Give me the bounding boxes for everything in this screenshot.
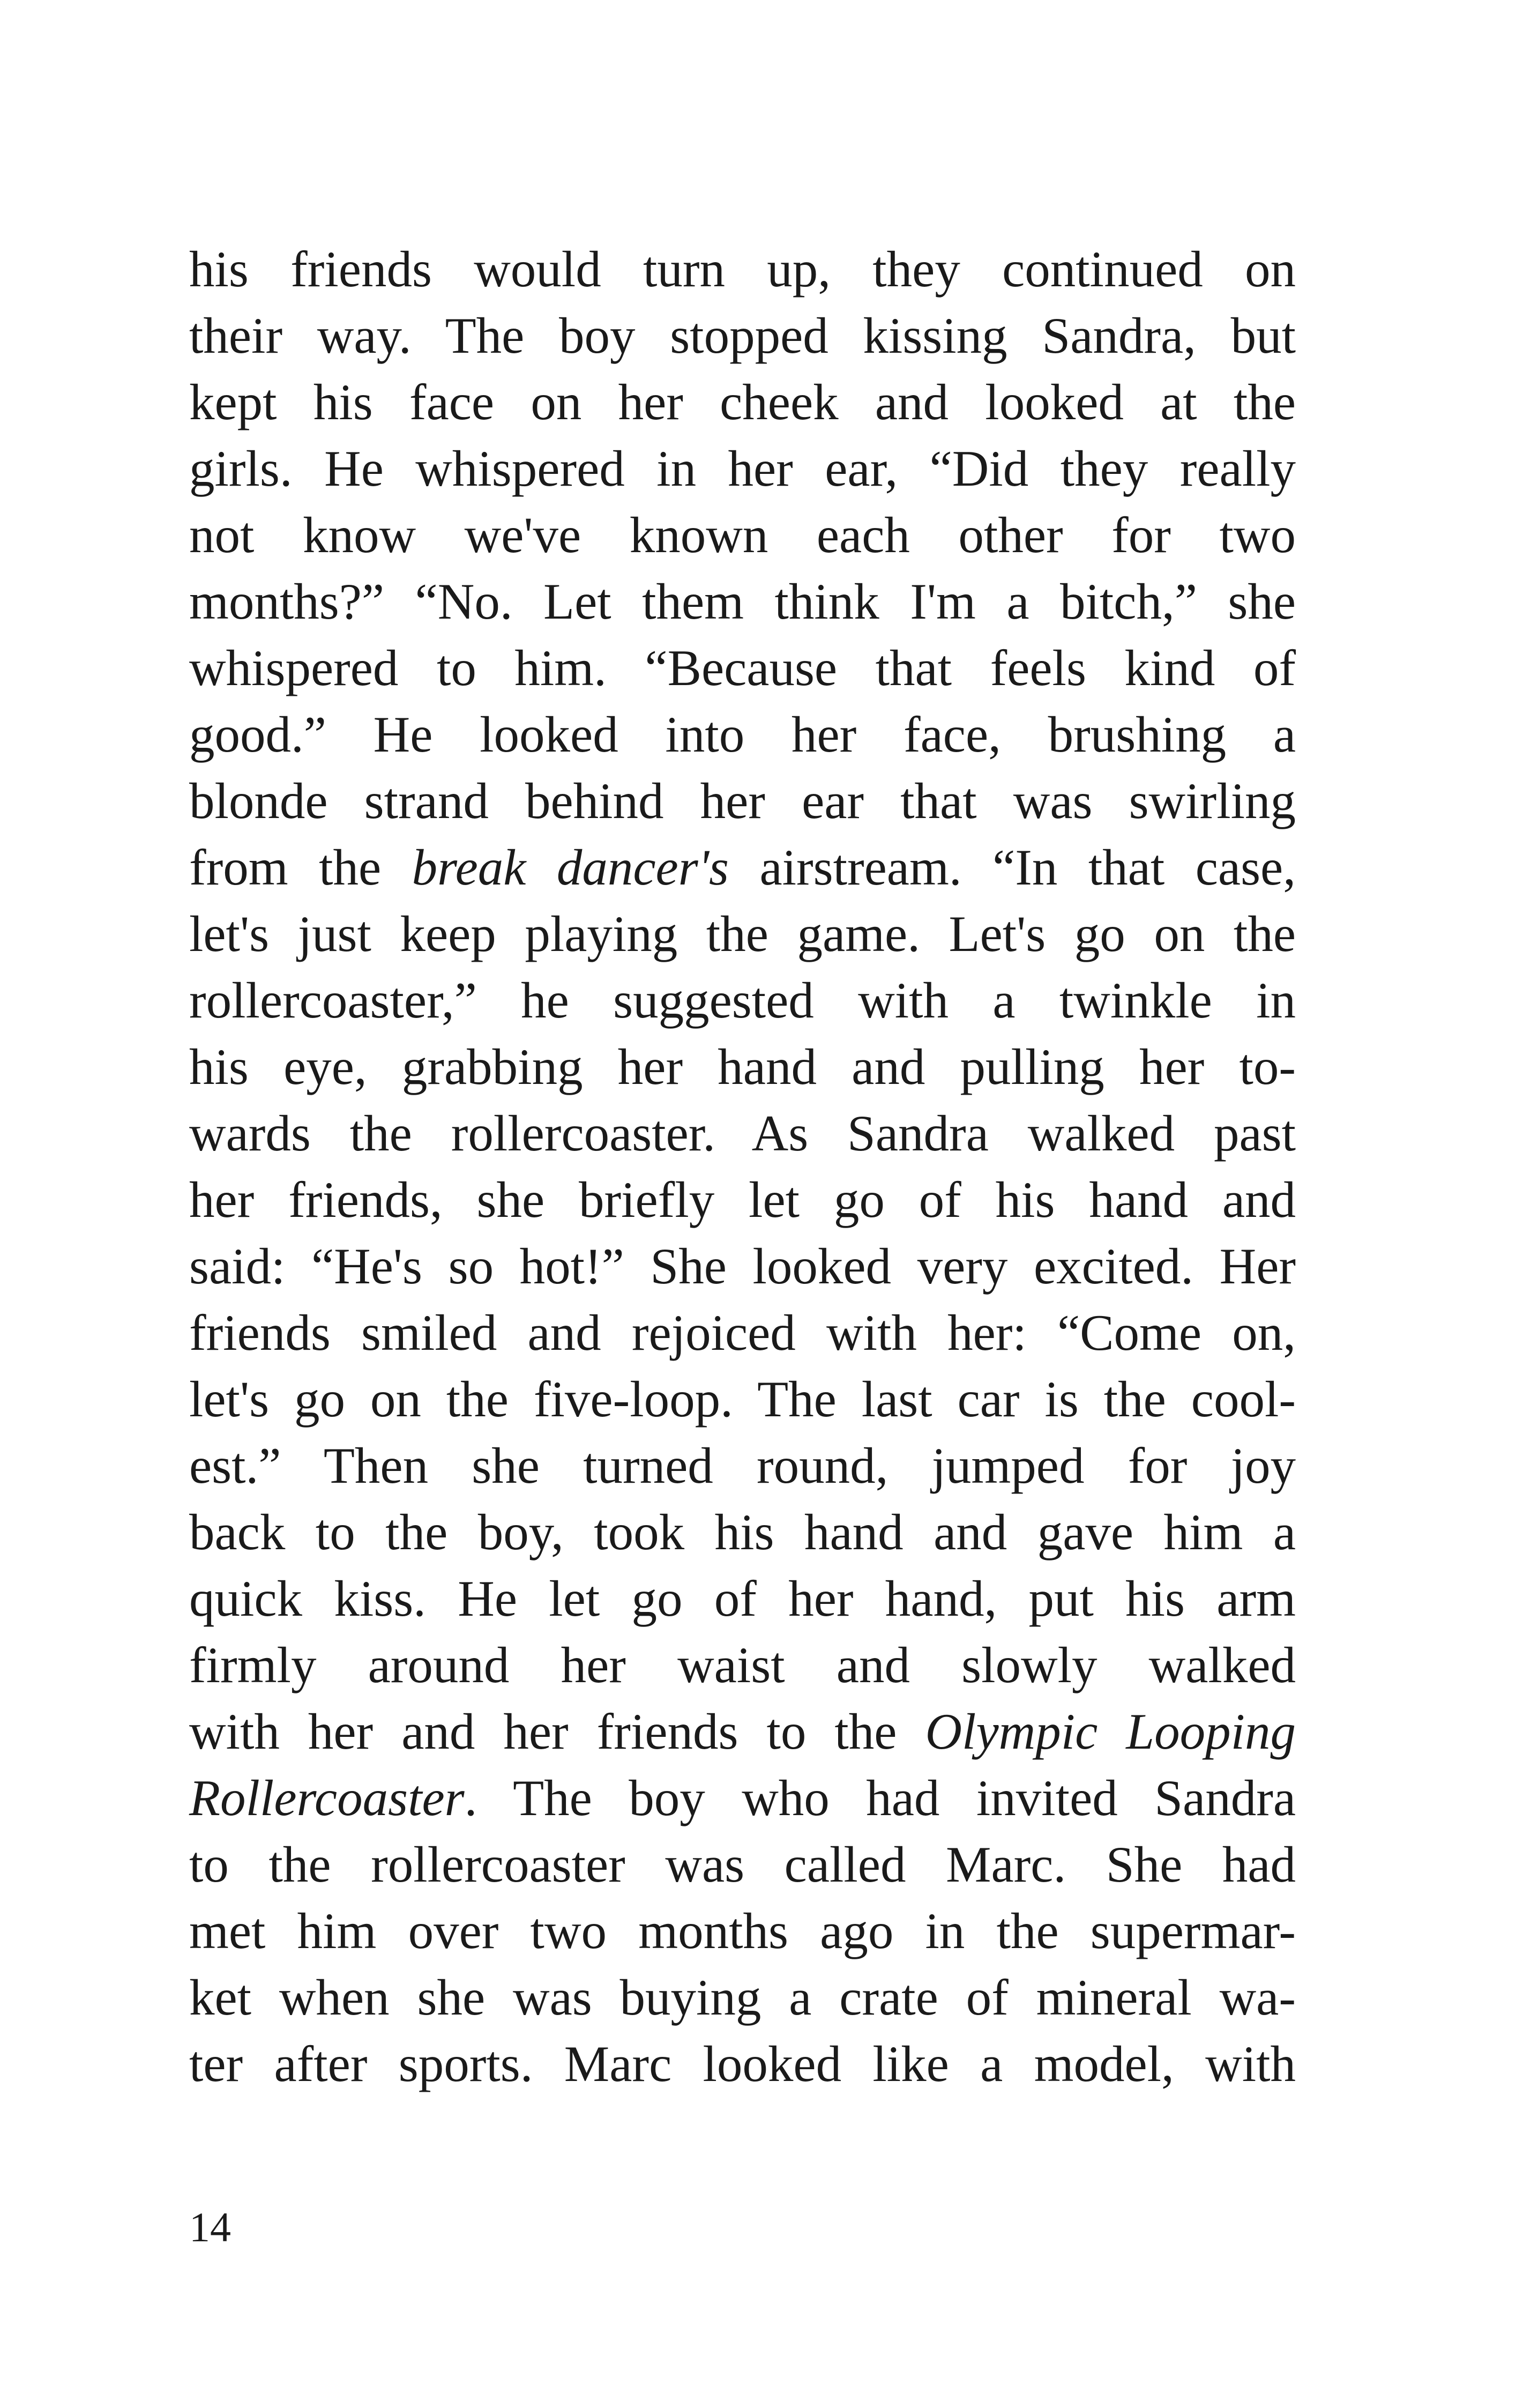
text-line: his eye, grabbing her hand and pulling her to- — [189, 1038, 1296, 1095]
text-line: to the rollercoaster was called Marc. She had — [189, 1836, 1296, 1893]
text-line: est.” Then she turned round, jumped for joy — [189, 1437, 1296, 1494]
text-line: wards the rollercoaster. As Sandra walked past — [189, 1105, 1296, 1162]
text-line: let's just keep playing the game. Let's go on the — [189, 905, 1296, 962]
text-line: good.” He looked into her face, brushing a — [189, 706, 1296, 763]
page-number: 14 — [189, 2204, 231, 2250]
text-line: months?” “No. Let them think I'm a bitch,” she — [189, 573, 1296, 630]
text-line: whispered to him. “Because that feels kind of — [189, 640, 1296, 696]
text-line: rollercoaster,” he suggested with a twinkle in — [189, 972, 1296, 1029]
text-line: friends smiled and rejoiced with her: “Come on, — [189, 1304, 1296, 1361]
text-line: ket when she was buying a crate of mineral wa- — [189, 1969, 1296, 2026]
text-line: firmly around her waist and slowly walked — [189, 1637, 1296, 1693]
text-line: met him over two months ago in the supermar- — [189, 1902, 1296, 1959]
text-line: his friends would turn up, they continued on — [189, 241, 1296, 298]
body-text — [189, 236, 1296, 2097]
text-line: ter after sports. Marc looked like a model, with — [189, 2035, 1296, 2092]
text-line: back to the boy, took his hand and gave him a — [189, 1504, 1296, 1560]
text-line: with her and her friends to the Olympic Looping — [189, 1703, 1296, 1760]
text-line: her friends, she briefly let go of his hand and — [189, 1171, 1296, 1228]
text-line: their way. The boy stopped kissing Sandra, but — [189, 307, 1296, 364]
text-line: girls. He whispered in her ear, “Did they really — [189, 440, 1296, 497]
text-line: let's go on the five-loop. The last car is the cool- — [189, 1371, 1296, 1428]
text-line: kept his face on her cheek and looked at the — [189, 374, 1296, 430]
text-line: quick kiss. He let go of her hand, put his arm — [189, 1570, 1296, 1627]
italic-text: Olympic Looping — [925, 1703, 1296, 1760]
italic-text: Rollercoaster — [189, 1770, 465, 1826]
text-line: from the break dancer's airstream. “In that case, — [189, 839, 1296, 896]
text-line: Rollercoaster. The boy who had invited Sandra — [189, 1770, 1296, 1826]
italic-text: break dancer's — [412, 839, 729, 896]
text-line: not know we've known each other for two — [189, 507, 1296, 563]
text-line: said: “He's so hot!” She looked very excited. Her — [189, 1238, 1296, 1295]
text-line: blonde strand behind her ear that was swirling — [189, 772, 1296, 829]
